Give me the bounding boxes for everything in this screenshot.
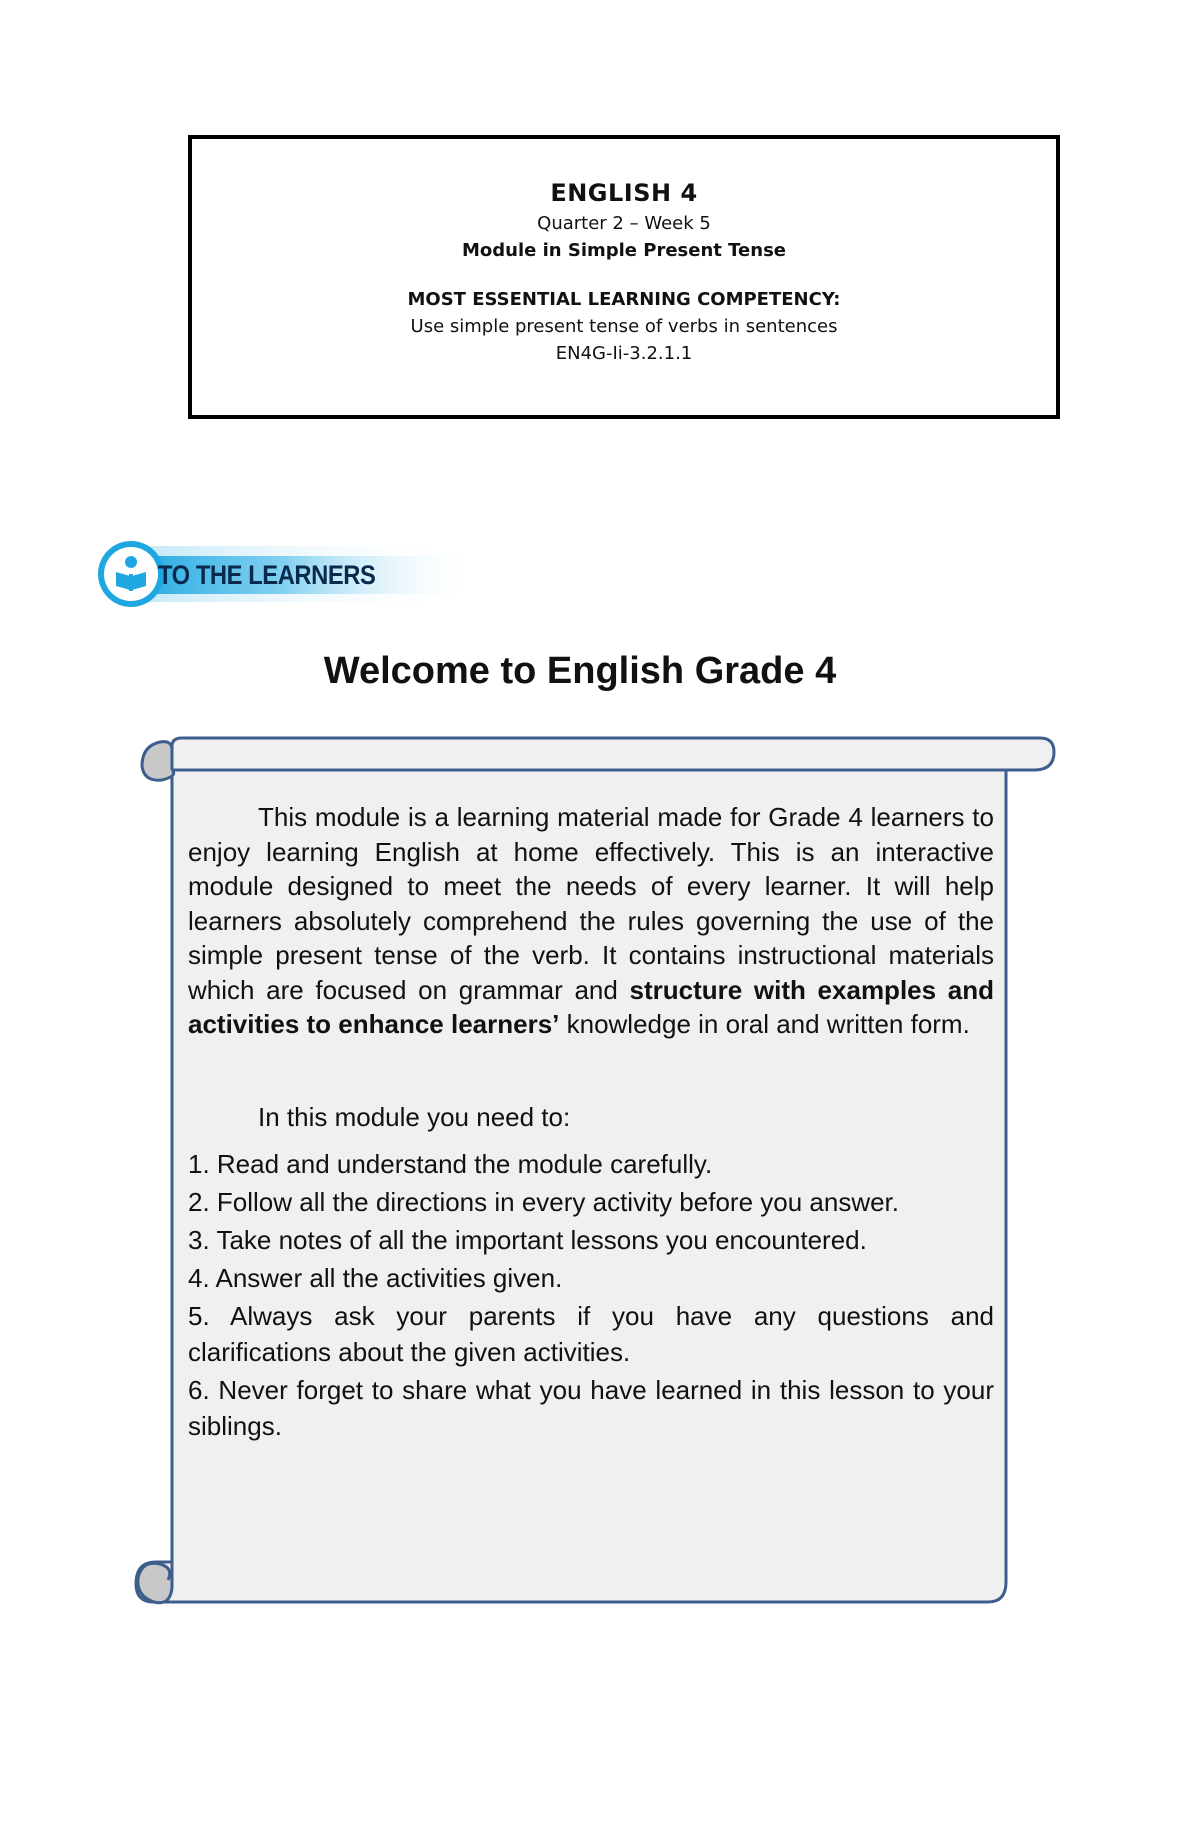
list-item: 5. Always ask your parents if you have any questions and clarifications about the given activities. — [188, 1301, 994, 1367]
welcome-title: Welcome to English Grade 4 — [323, 650, 837, 692]
scroll-bottom-curl — [138, 1562, 172, 1603]
intro-bold-text: structure with examples and activities to enhance learners’ — [188, 974, 994, 1039]
intro-text: This module is a learning material made for Grade 4 learners to enjoy learning English at home effectively. This is an interactive module designed to meet the needs of every learner. It will help learners absolutely comprehend the rules governing the use of the simple present tense of the verb. It contains instructional materials which are focused on grammar and — [188, 802, 994, 1005]
competency-code: EN4G-Ii-3.2.1.1 — [555, 343, 693, 364]
subject-title: ENGLISH 4 — [550, 179, 698, 207]
intro-end-text: knowledge in oral and written form. — [559, 1009, 970, 1039]
banner-label: TO THE LEARNERS — [158, 560, 376, 590]
list-item: 4. Answer all the activities given. — [188, 1263, 563, 1293]
list-item: 2. Follow all the directions in every activity before you answer. — [188, 1187, 900, 1217]
scroll-top-curl — [142, 742, 174, 781]
list-item: 3. Take notes of all the important lessons you encountered. — [188, 1225, 867, 1255]
intro-paragraph — [188, 800, 994, 1042]
list-item: 6. Never forget to share what you have learned in this lesson to your siblings. — [188, 1375, 994, 1441]
needs-label: In this module you need to: — [258, 1101, 571, 1132]
module-name: Module in Simple Present Tense — [461, 240, 786, 261]
module-header-box — [188, 135, 1060, 419]
scroll-content — [188, 800, 994, 1446]
needs-list — [188, 1146, 994, 1444]
melc-text: Use simple present tense of verbs in sentences — [410, 316, 838, 337]
quarter-week: Quarter 2 – Week 5 — [537, 213, 711, 234]
melc-label: MOST ESSENTIAL LEARNING COMPETENCY: — [407, 289, 841, 310]
to-the-learners-banner — [96, 538, 476, 610]
list-item: 1. Read and understand the module carefully. — [188, 1149, 713, 1179]
